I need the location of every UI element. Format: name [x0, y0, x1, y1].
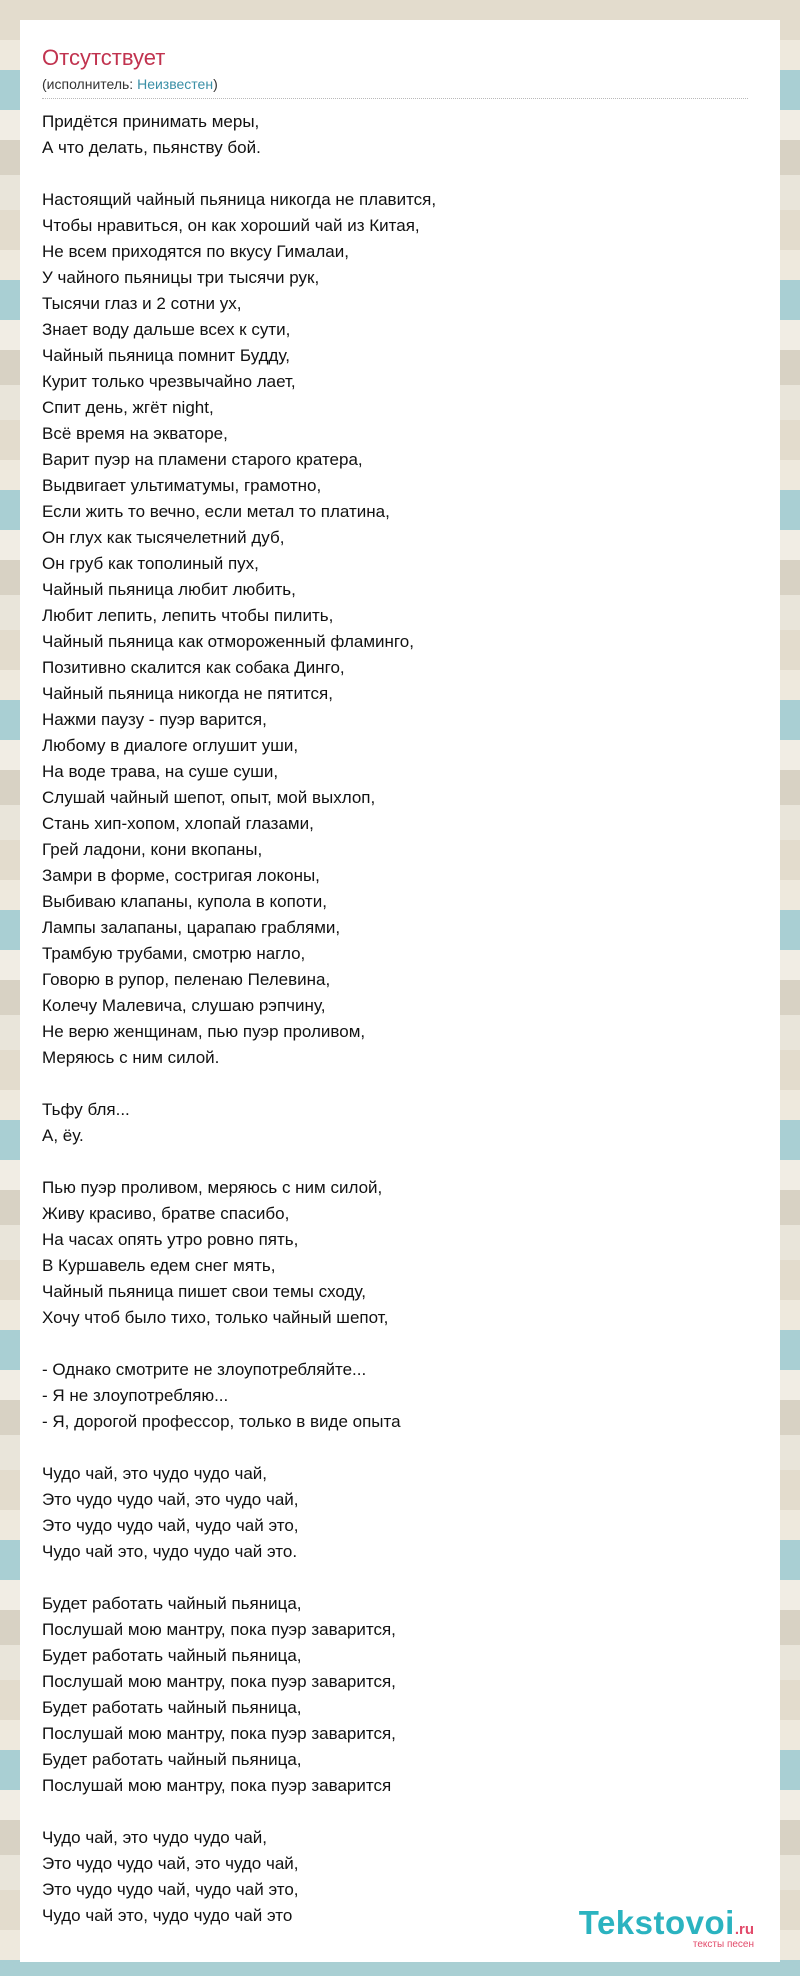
- lyric-line: Тьфу бля...: [42, 1100, 130, 1119]
- lyric-line: Хочу чтоб было тихо, только чайный шепот,: [42, 1308, 389, 1327]
- lyric-line: Выдвигает ультиматумы, грамотно,: [42, 476, 322, 495]
- lyrics-stanza: [42, 1591, 758, 1799]
- lyric-line: Чудо чай это, чудо чудо чай это.: [42, 1542, 298, 1561]
- site-logo[interactable]: [579, 1906, 754, 1950]
- lyric-line: У чайного пьяницы три тысячи рук,: [42, 268, 320, 287]
- lyric-line: Послушай мою мантру, пока пуэр заварится,: [42, 1724, 396, 1743]
- lyric-line: Это чудо чудо чай, чудо чай это,: [42, 1880, 299, 1899]
- lyric-line: Чудо чай, это чудо чудо чай,: [42, 1828, 268, 1847]
- lyric-line: Лампы залапаны, царапаю граблями,: [42, 918, 341, 937]
- logo-tagline: тексты песен: [692, 1939, 754, 1950]
- logo-tld: .ru: [734, 1921, 754, 1938]
- lyrics-card: [20, 20, 780, 1962]
- lyric-line: Спит день, жгёт night,: [42, 398, 214, 417]
- lyric-line: Замри в форме, состригая локоны,: [42, 866, 320, 885]
- lyric-line: Любому в диалоге оглушит уши,: [42, 736, 299, 755]
- lyrics-text: [42, 109, 758, 1929]
- lyric-line: Он глух как тысячелетний дуб,: [42, 528, 285, 547]
- lyrics-stanza: [42, 187, 758, 1071]
- lyric-line: Будет работать чайный пьяница,: [42, 1594, 302, 1613]
- performer-prefix: (исполнитель:: [42, 76, 138, 92]
- lyrics-stanza: [42, 109, 758, 161]
- lyric-line: Знает воду дальше всех к сути,: [42, 320, 291, 339]
- performer-line: [42, 74, 758, 94]
- lyric-line: Чайный пьяница никогда не пятится,: [42, 684, 333, 703]
- song-title: Отсутствует: [42, 45, 166, 70]
- lyric-line: - Я, дорогой профессор, только в виде опыта: [42, 1412, 401, 1431]
- lyric-line: Будет работать чайный пьяница,: [42, 1698, 302, 1717]
- lyrics-stanza: [42, 1097, 758, 1149]
- lyric-line: Это чудо чудо чай, чудо чай это,: [42, 1516, 299, 1535]
- lyric-line: - Я не злоупотребляю...: [42, 1386, 229, 1405]
- lyric-line: Стань хип-хопом, хлопай глазами,: [42, 814, 314, 833]
- lyric-line: Всё время на экваторе,: [42, 424, 228, 443]
- lyric-line: Трамбую трубами, смотрю нагло,: [42, 944, 306, 963]
- lyric-line: Чудо чай это, чудо чудо чай это: [42, 1906, 293, 1925]
- lyric-line: На часах опять утро ровно пять,: [42, 1230, 299, 1249]
- lyric-line: Придётся принимать меры,: [42, 112, 260, 131]
- lyric-line: Позитивно скалится как собака Динго,: [42, 658, 345, 677]
- lyric-line: - Однако смотрите не злоупотребляйте...: [42, 1360, 367, 1379]
- lyric-line: Чайный пьяница помнит Будду,: [42, 346, 290, 365]
- lyric-line: А что делать, пьянству бой.: [42, 138, 261, 157]
- lyric-line: В Куршавель едем снег мять,: [42, 1256, 276, 1275]
- lyric-line: Чайный пьяница как отмороженный фламинго,: [42, 632, 414, 651]
- lyric-line: Меряюсь с ним силой.: [42, 1048, 220, 1067]
- lyric-line: Грей ладони, кони вкопаны,: [42, 840, 263, 859]
- lyric-line: Выбиваю клапаны, купола в копоти,: [42, 892, 327, 911]
- lyric-line: Чтобы нравиться, он как хороший чай из Китая,: [42, 216, 420, 235]
- lyrics-stanza: [42, 1357, 758, 1435]
- lyric-line: Послушай мою мантру, пока пуэр заварится,: [42, 1620, 396, 1639]
- lyric-line: А, ёу.: [42, 1126, 84, 1145]
- logo-name: Tekstovoi: [578, 1904, 735, 1941]
- lyric-line: Чайный пьяница любит любить,: [42, 580, 296, 599]
- lyric-line: Это чудо чудо чай, это чудо чай,: [42, 1490, 299, 1509]
- lyric-line: На воде трава, на суше суши,: [42, 762, 279, 781]
- lyric-line: Послушай мою мантру, пока пуэр заварится,: [42, 1672, 396, 1691]
- lyric-line: Будет работать чайный пьяница,: [42, 1750, 302, 1769]
- lyric-line: Чудо чай, это чудо чудо чай,: [42, 1464, 268, 1483]
- lyric-line: Любит лепить, лепить чтобы пилить,: [42, 606, 334, 625]
- performer-suffix: ): [213, 76, 218, 92]
- lyric-line: Будет работать чайный пьяница,: [42, 1646, 302, 1665]
- lyric-line: Если жить то вечно, если метал то платина,: [42, 502, 390, 521]
- lyric-line: Не всем приходятся по вкусу Гималаи,: [42, 242, 349, 261]
- lyric-line: Это чудо чудо чай, это чудо чай,: [42, 1854, 299, 1873]
- lyric-line: Не верю женщинам, пью пуэр проливом,: [42, 1022, 366, 1041]
- title-divider: [42, 98, 748, 99]
- lyric-line: Тысячи глаз и 2 сотни ух,: [42, 294, 242, 313]
- lyric-line: Пью пуэр проливом, меряюсь с ним силой,: [42, 1178, 383, 1197]
- lyric-line: Он груб как тополиный пух,: [42, 554, 259, 573]
- lyric-line: Варит пуэр на пламени старого кратера,: [42, 450, 363, 469]
- lyric-line: Говорю в рупор, пеленаю Пелевина,: [42, 970, 331, 989]
- lyric-line: Послушай мою мантру, пока пуэр заварится: [42, 1776, 392, 1795]
- lyric-line: Нажми паузу - пуэр варится,: [42, 710, 267, 729]
- lyric-line: Настоящий чайный пьяница никогда не плавится,: [42, 190, 437, 209]
- performer-link[interactable]: Неизвестен: [137, 76, 214, 92]
- lyric-line: Живу красиво, братве спасибо,: [42, 1204, 290, 1223]
- lyrics-stanza: [42, 1175, 758, 1331]
- lyric-line: Чайный пьяница пишет свои темы сходу,: [42, 1282, 366, 1301]
- lyrics-stanza: [42, 1461, 758, 1565]
- lyric-line: Колечу Малевича, слушаю рэпчину,: [42, 996, 326, 1015]
- lyric-line: Курит только чрезвычайно лает,: [42, 372, 296, 391]
- lyric-line: Слушай чайный шепот, опыт, мой выхлоп,: [42, 788, 376, 807]
